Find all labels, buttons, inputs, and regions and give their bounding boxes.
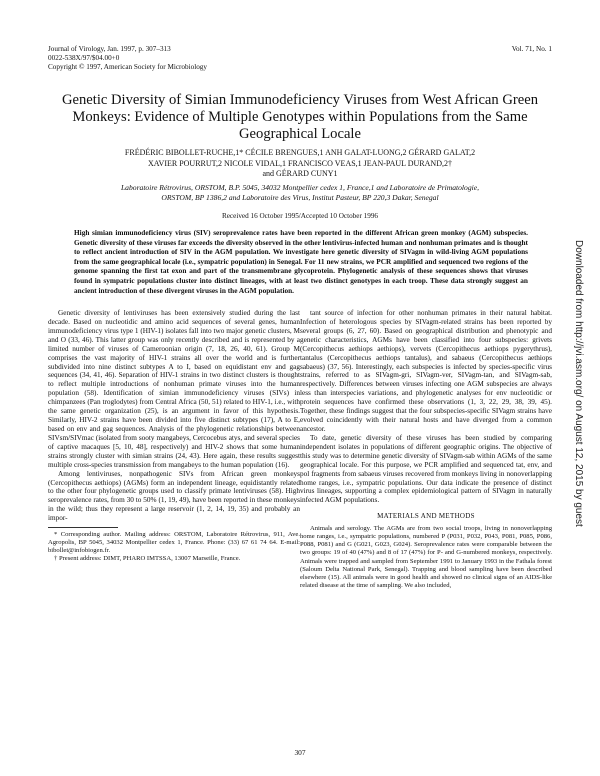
intro-paragraph-4: To date, genetic diversity of these viruses has been studied by comparing independent isolates in populations of different geographic origins. The objective of this study was to determine genetic diversity of SIVagm-sab within AGMs of the same geographical locale. For this purpose, we PCR amplified and sequenced tat, env, and pol fragments from sabaeus viruses recovered from monkeys living in nonoverlapping home ranges, i.e., sympatric populations. Our data indicate the presence of distinct virus lineages, supporting a complex epidemiological pattern of SIVagm in naturally infected AGM populations.	[300, 433, 552, 505]
footnotes	[48, 531, 300, 563]
column-right	[300, 309, 552, 590]
article-title: Genetic Diversity of Simian Immunodeficiency Viruses from West African Green Monkeys: Evidence of Multiple Genotypes within Populations from the Same Geographical Locale	[61, 92, 539, 143]
page-number: 307	[294, 748, 306, 757]
section-heading-methods: MATERIALS AND METHODS	[377, 512, 475, 521]
footnote-corresponding-author: * Corresponding author. Mailing address: ORSTOM, Laboratoire Rétrovirus, 911, Ave. Agropolis, BP 5045, 34032 Montpellier cedex 1, France. Phone: (33) 67 61 74 64. E-mail: bibollet@infobiogen.fr.	[48, 531, 300, 555]
authors-line-2: XAVIER POURRUT,2 NICOLE VIDAL,1 FRANCISCO VEAS,1 JEAN-PAUL DURAND,2†	[148, 158, 452, 168]
methods-text: Animals and serology. The AGMs are from two social troops, living in nonoverlapping home ranges, i.e., sympatric populations, numbered P (P031, P032, P043, P081, P085, P086, P088, P081) and G (G021, G023, G024). Seroprevalence rates were comparable between the two groups: 19 of 40 (47%) and 8 of 17 (47%) for P- and G-numbered monkeys, respectively. Animals were trapped and sampled from September 1991 to January 1993 in the Fathala forest (Saloum Delta National Park, Senegal). Trapping and blood sampling have been described elsewhere (15). All animals were in good health and showed no clinical signs of an AIDS-like related disease at the time of sampling. We also included,	[300, 525, 552, 589]
affiliation-line-2: ORSTOM, BP 1386,2 and Laboratoire des Virus, Institut Pasteur, BP 220,3 Dakar, Senegal	[161, 193, 439, 203]
authors-line-3: and GÉRARD CUNY1	[262, 169, 338, 179]
copyright: Copyright © 1997, American Society for Microbiology	[48, 63, 207, 71]
footnote-present-address: † Present address: DIMT, PHARO IMTSSA, 13007 Marseille, France.	[54, 555, 241, 563]
issn: 0022-538X/97/$04.00+0	[48, 54, 120, 62]
received-dates: Received 16 October 1995/Accepted 10 October 1996	[221, 212, 379, 220]
volume-issue: Vol. 71, No. 1	[511, 45, 552, 53]
authors-line-1: FRÉDÉRIC BIBOLLET-RUCHE,1* CÉCILE BRENGUES,1 ANH GALAT-LUONG,2 GÉRARD GALAT,2	[124, 148, 476, 157]
download-watermark: Downloaded from http://jvi.asm.org/ on August 12, 2015 by guest	[573, 240, 584, 527]
column-left	[48, 309, 300, 563]
methods-paragraph	[300, 525, 552, 590]
intro-paragraph-1: Genetic diversity of lentiviruses has been extensively studied during the last decade. Based on nucleotidic and amino acid sequences of several genes, human immunodeficiency virus type 1 (HIV-1) isolates fall into two major genetic clusters, M and O (33, 46). This latter group was only recently described and is represented by a limited number of viruses of Cameroonian origin (7, 18, 26, 40, 61). Group M comprises the vast majority of HIV-1 strains all over the world and is further subdivided into nine distinct subtypes A to I, based on equidistant env and gag sequences (34, 41, 46). Separation of HIV-1 strains in two distinct clusters is thought to reflect multiple introductions of nonhuman primate viruses into the human population (58). Identification of simian immunodeficiency viruses (SIVs) in chimpanzees (Pan troglodytes) from Central Africa (50, 51) related to HIV-1, i.e., with the same genetic organization (25), is an argument in favor of this hypothesis. Similarly, HIV-2 strains have been divided into five distinct subtypes (17), A to E, based on env and gag sequences. Analysis of the phylogenetic relationships between SIVsm/SIVmac (isolated from sooty mangabeys, Cercocebus atys, and several species of captive macaques [5, 10, 48], respectively) and HIV-2 shows that some human strains strongly cluster with simian strains (24, 43). Here again, these results suggest multiple cross-species transmission from mangabeys to the human population (16).	[48, 309, 300, 469]
authors	[40, 148, 560, 180]
abstract: High simian immunodeficiency virus (SIV) seroprevalence rates have been reported in the different African green monkey (AGM) subspecies. Genetic diversity of these viruses far exceeds the diversity observed in the other lentivirus-infected human and nonhuman primates and is thought to reflect ancient introduction of SIV in the AGM population. We investigate here genetic diversity of SIVagm in wild-living AGM populations from the same geographical locale (i.e., sympatric population) in Senegal. For 11 new strains, we PCR amplified and sequenced two regions of the genome spanning the first tat exon and part of the transmembrane glycoprotein. Phylogenetic analysis of these sequences shows that viruses found in sympatric populations cluster into distinct lineages, with at least two distinct genotypes in each troop. These data strongly suggest an ancient introduction of these divergent viruses in the AGM population.	[74, 228, 528, 295]
footnote-rule	[48, 527, 118, 528]
intro-paragraph-2: Among lentiviruses, nonpathogenic SIVs from African green monkeys (Cercopithecus aethiops) (AGMs) form an independent lineage, equidistantly related to the other four phylogenetic groups used to classify primate lentiviruses (58). High seroprevalence rates, from 30 to 50% (1, 19, 49), have been reported in these monkeys in the wild; thus they represent a large reservoir (1, 2, 14, 19, 35) and probably an impor-	[48, 469, 300, 523]
affiliations	[40, 183, 560, 204]
journal-line: Journal of Virology, Jan. 1997, p. 307–313	[48, 45, 171, 53]
affiliation-line-1: Laboratoire Rétrovirus, ORSTOM, B.P. 5045, 34032 Montpellier cedex 1, France,1 and Laboratoire de Primatologie,	[120, 183, 480, 192]
intro-paragraph-3: tant source of infection for other nonhuman primates in their natural habitat. Infection of heterologous species by SIVagm-related strains has been reported by several groups (6, 27, 60). Based on geographical distribution and phenotypic and genetic characteristics, AGMs have been classified into four subspecies: grivets (Cercopithecus aethiops aethiops), vervets (Cercopithecus aethiops pygerythrus), tantalus (Cercopithecus aethiops tantalus), and sabaeus (Cercopithecus aethiops sabaeus) (37, 56). Interestingly, each subspecies is infected by species-specific virus strains, referred to as SIVagm-gri, SIVagm-ver, SIVagm-tan, and SIVagm-sab, respectively. Differences between viruses infecting one AGM subspecies are always less than interspecies variations, and phylogenetic analyses for env nucleotidic or protein sequences have confirmed these observations (1, 3, 22, 29, 38, 39, 45). Together, these findings suggest that the four subspecies-specific SIVagm strains have evolved coincidently with their natural hosts and have diverged from a common ancestor.	[300, 309, 552, 433]
